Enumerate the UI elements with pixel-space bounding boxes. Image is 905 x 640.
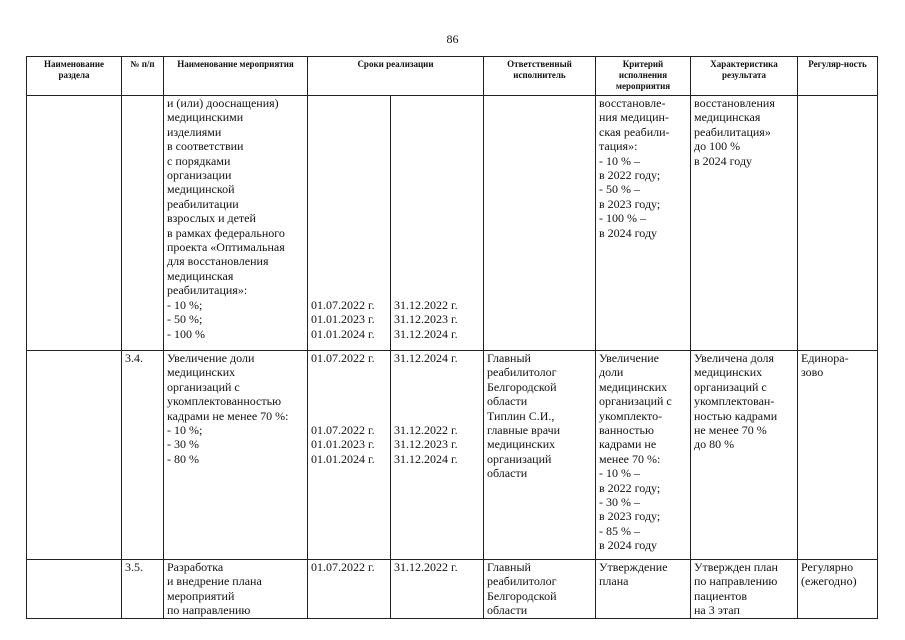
cell-regularity: Регулярно (ежегодно): [798, 560, 878, 619]
cell-executor: Главный реабилитолог Белгородской области Типлин С.И., главные врачи медицинских организаций области: [484, 351, 596, 560]
header-result: Характеристика результата: [691, 57, 798, 96]
cell-event: Увеличение доли медицинских организаций с укомплектованностью кадрами не менее 70 %: - 10 %; - 30 % - 80 %: [164, 351, 308, 560]
table-row: [27, 351, 878, 560]
cell-num: 3.4.: [122, 351, 164, 560]
cell-regularity: Единора- зово: [798, 351, 878, 560]
cell-section: [27, 96, 122, 351]
cell-executor: Главный реабилитолог Белгородской области: [484, 560, 596, 619]
cell-event: Разработка и внедрение плана мероприятий по направлению: [164, 560, 308, 619]
cell-num: 3.5.: [122, 560, 164, 619]
cell-executor: [484, 96, 596, 351]
header-executor: Ответственный исполнитель: [484, 57, 596, 96]
cell-result: восстановления медицинская реабилитация» до 100 % в 2024 году: [691, 96, 798, 351]
header-row: [27, 57, 878, 96]
header-terms: Сроки реализации: [308, 57, 484, 96]
cell-criterion: Утверждение плана: [596, 560, 691, 619]
table-row: [27, 96, 878, 351]
header-section: Наименование раздела: [27, 57, 122, 96]
cell-start: 01.07.2022 г. 01.07.2022 г. 01.01.2023 г. 01.01.2024 г.: [308, 351, 391, 560]
cell-result: Утвержден план по направлению пациентов на 3 этап: [691, 560, 798, 619]
cell-section: [27, 351, 122, 560]
cell-result: Увеличена доля медицинских организаций с укомплектован- ностью кадрами не менее 70 % до 80 %: [691, 351, 798, 560]
cell-regularity: [798, 96, 878, 351]
cell-end: 31.12.2022 г.: [391, 560, 484, 619]
cell-event: и (или) дооснащения) медицинскими изделиями в соответствии с порядками организации медицинской реабилитации взрослых и детей в рамках федерального проекта «Оптимальная для восстановления медицинская реабилитация»: - 10 %; - 50 %; - 100 %: [164, 96, 308, 351]
page-number: 86: [446, 32, 459, 46]
header-regularity: Регуляр-ность: [798, 57, 878, 96]
header-num: № п/п: [122, 57, 164, 96]
cell-end: 31.12.2024 г. 31.12.2022 г. 31.12.2023 г. 31.12.2024 г.: [391, 351, 484, 560]
cell-end: 31.12.2022 г. 31.12.2023 г. 31.12.2024 г.: [391, 96, 484, 351]
header-event: Наименование мероприятия: [164, 57, 308, 96]
cell-criterion: Увеличение доли медицинских организаций с укомплекто- ванностью кадрами не менее 70 %: - 10 % – в 2022 году; - 30 % – в 2023 году; - 85 % – в 2024 году: [596, 351, 691, 560]
cell-start: 01.07.2022 г.: [308, 560, 391, 619]
plan-table: [26, 56, 878, 619]
header-criterion: Критерий исполнения мероприятия: [596, 57, 691, 96]
cell-section: [27, 560, 122, 619]
cell-num: [122, 96, 164, 351]
cell-criterion: восстановле- ния медицин- ская реабили- тация»: - 10 % – в 2022 году; - 50 % – в 2023 году; - 100 % – в 2024 году: [596, 96, 691, 351]
cell-start: 01.07.2022 г. 01.01.2023 г. 01.01.2024 г.: [308, 96, 391, 351]
table-row: [27, 560, 878, 619]
